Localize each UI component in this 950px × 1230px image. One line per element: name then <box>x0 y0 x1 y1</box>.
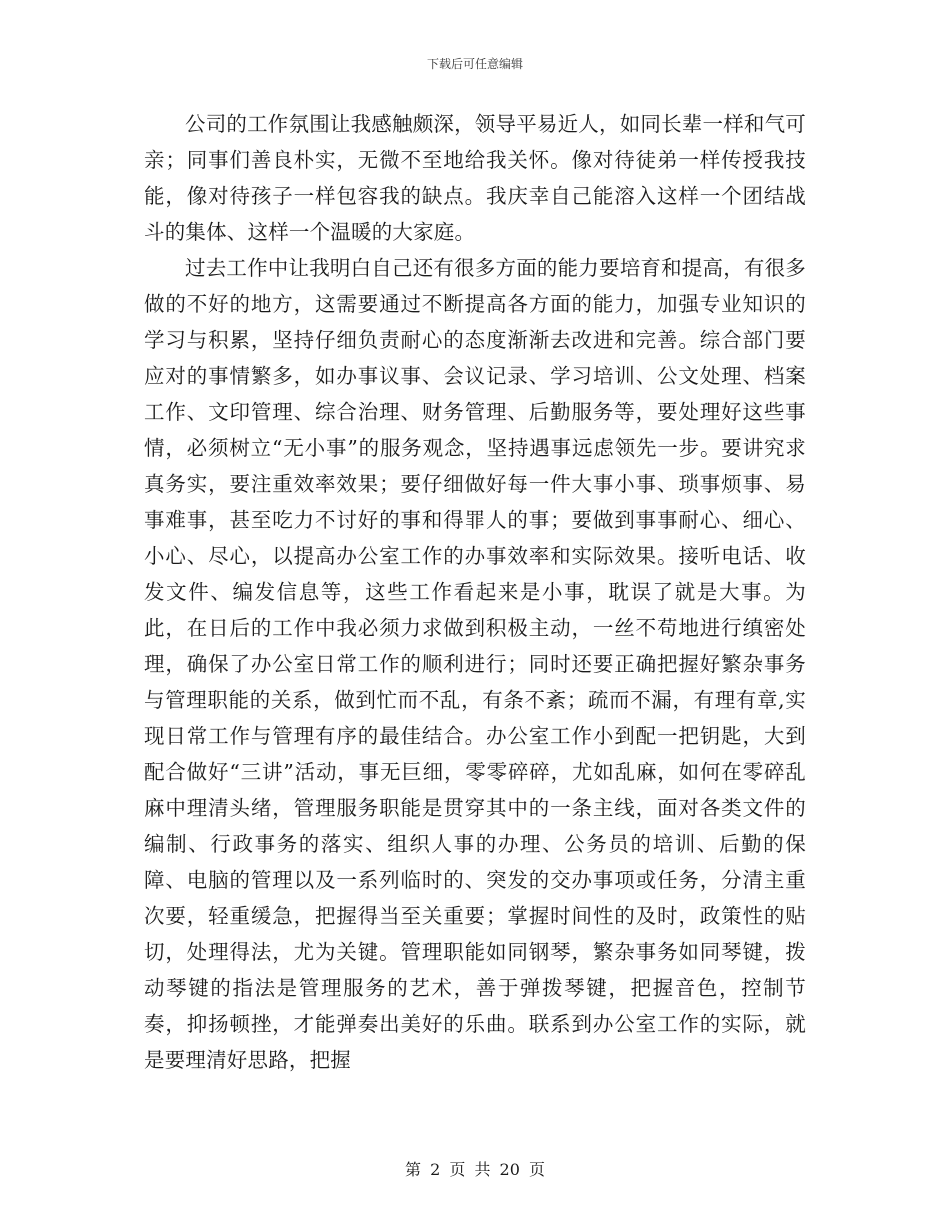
page-header: 下载后可任意编辑 <box>426 57 523 71</box>
page-number-footer: 第 2 页 共 20 页 <box>405 1160 545 1179</box>
paragraph-1: 公司的工作氛围让我感触颇深，领导平易近人，如同长辈一样和气可亲；同事们善良朴实，无微不至地给我关怀。像对待徒弟一样传授我技能，像对待孩子一样包容我的缺点。我庆幸自己能溶入这样一个团结战斗的集体、这样一个温暖的大家庭。 <box>144 112 806 244</box>
paragraph-2: 过去工作中让我明白自己还有很多方面的能力要培育和提高，有很多做的不好的地方，这需要通过不断提高各方面的能力，加强专业知识的学习与积累，坚持仔细负责耐心的态度渐渐去改进和完善。综合部门要应对的事情繁多，如办事议事、会议记录、学习培训、公文处理、档案工作、文印管理、综合治理、财务管理、后勤服务等，要处理好这些事情，必须树立“无小事”的服务观念，坚持遇事远虑领先一步。要讲究求真务实，要注重效率效果；要仔细做好每一件大事小事、琐事烦事、易事难事，甚至吃力不讨好的事和得罪人的事；要做到事事耐心、细心、小心、尽心，以提高办公室工作的办事效率和实际效果。接听电话、收发文件、编发信息等，这些工作看起来是小事，耽误了就是大事。为此，在日后的工作中我必须力求做到积极主动，一丝不苟地进行缜密处理，确保了办公室日常工作的顺利进行；同时还要正确把握好繁杂事务与管理职能的关系，做到忙而不乱，有条不紊；疏而不漏，有理有章,实现日常工作与管理有序的最佳结合。办公室工作小到配一把钥匙，大到配合做好“三讲”活动，事无巨细，零零碎碎，尤如乱麻，如何在零碎乱麻中理清头绪，管理服务职能是贯穿其中的一条主线，面对各类文件的编制、行政事务的落实、组织人事的办理、公务员的培训、后勤的保障、电脑的管理以及一系列临时的、突发的交办事项或任务，分清主重次要，轻重缓急，把握得当至关重要；掌握时间性的及时，政策性的贴切，处理得法，尤为关键。管理职能如同钢琴，繁杂事务如同琴键，拨动琴键的指法是管理服务的艺术，善于弹拨琴键，把握音色，控制节奏，抑扬顿挫，才能弹奏出美好的乐曲。联系到办公室工作的实际，就是要理清好思路，把握 <box>144 256 806 1072</box>
document-body <box>144 106 806 1078</box>
